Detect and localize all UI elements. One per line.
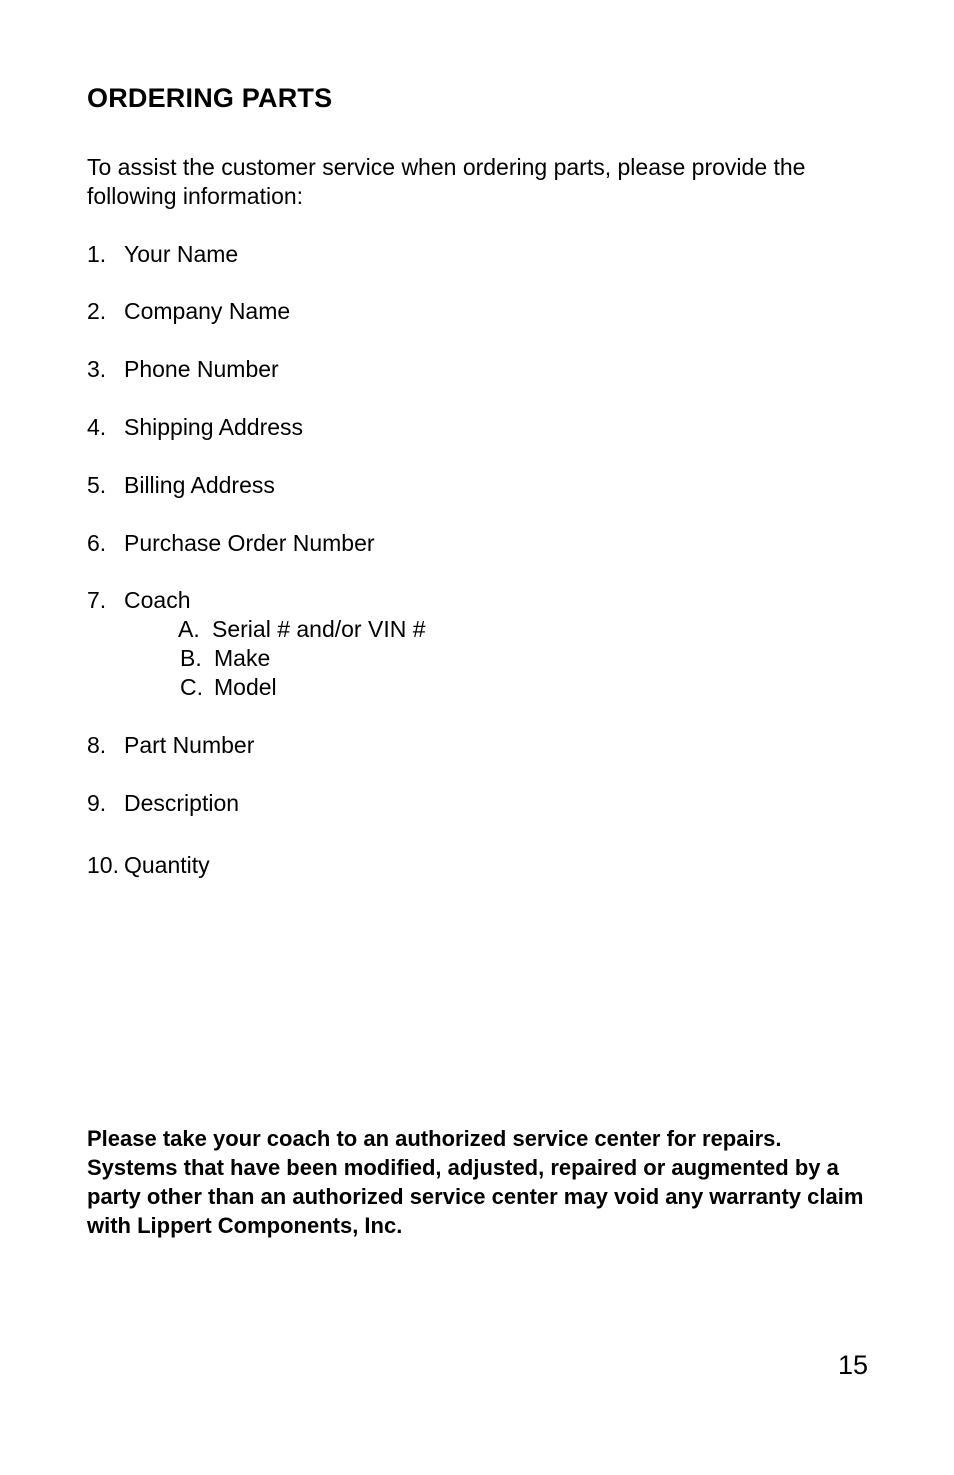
list-item-label: Quantity: [124, 852, 210, 878]
list-item-number: 2.: [87, 298, 107, 324]
list-item: [87, 851, 210, 879]
list-item-label: Shipping Address: [124, 414, 304, 440]
list-item: [87, 413, 303, 441]
sub-list-item: [180, 644, 270, 672]
list-item-label: Purchase Order Number: [124, 530, 375, 556]
list-item-label: Description: [124, 790, 240, 816]
sub-list-item-label: Model: [214, 674, 277, 700]
list-item: [87, 240, 238, 268]
list-item-number: 5.: [87, 472, 107, 498]
sub-list-item: [180, 673, 277, 701]
sub-list-item-label: Serial # and/or VIN #: [212, 616, 426, 642]
list-item-label: Company Name: [124, 298, 291, 324]
list-item-label: Billing Address: [124, 472, 275, 498]
list-item-number: 4.: [87, 414, 107, 440]
list-item-label: Coach: [124, 587, 191, 613]
page-number: 15: [837, 1350, 868, 1380]
sub-list-item-label: Make: [214, 645, 271, 671]
list-item: [87, 297, 290, 325]
sub-list-item-letter: B.: [180, 645, 202, 671]
list-item-number: 1.: [87, 241, 107, 267]
sub-list-item-letter: A.: [178, 616, 200, 642]
list-item-number: 9.: [87, 790, 107, 816]
list-item: [87, 731, 254, 759]
list-item-number: 10.: [87, 852, 119, 878]
sub-list-item-letter: C.: [180, 674, 203, 700]
list-item-label: Your Name: [124, 241, 239, 267]
list-item-number: 3.: [87, 356, 107, 382]
list-item-label: Part Number: [124, 732, 255, 758]
list-item-number: 7.: [87, 587, 107, 613]
warranty-notice: Please take your coach to an authorized service center for repairs. Systems that have been modified, adjusted, repaired or augmented by a party other than an authorized service center may void any warranty claim with Lippert Components, Inc.: [87, 1126, 864, 1238]
list-item-number: 8.: [87, 732, 107, 758]
intro-paragraph: To assist the customer service when ordering parts, please provide the following information:: [87, 154, 806, 209]
list-item: [87, 355, 279, 383]
list-item: [87, 586, 190, 614]
sub-list-item: [178, 615, 426, 643]
list-item-label: Phone Number: [124, 356, 279, 382]
list-item: [87, 471, 275, 499]
list-item-number: 6.: [87, 530, 107, 556]
page-title: ORDERING PARTS: [87, 83, 333, 113]
list-item: [87, 529, 375, 557]
list-item: [87, 789, 239, 817]
